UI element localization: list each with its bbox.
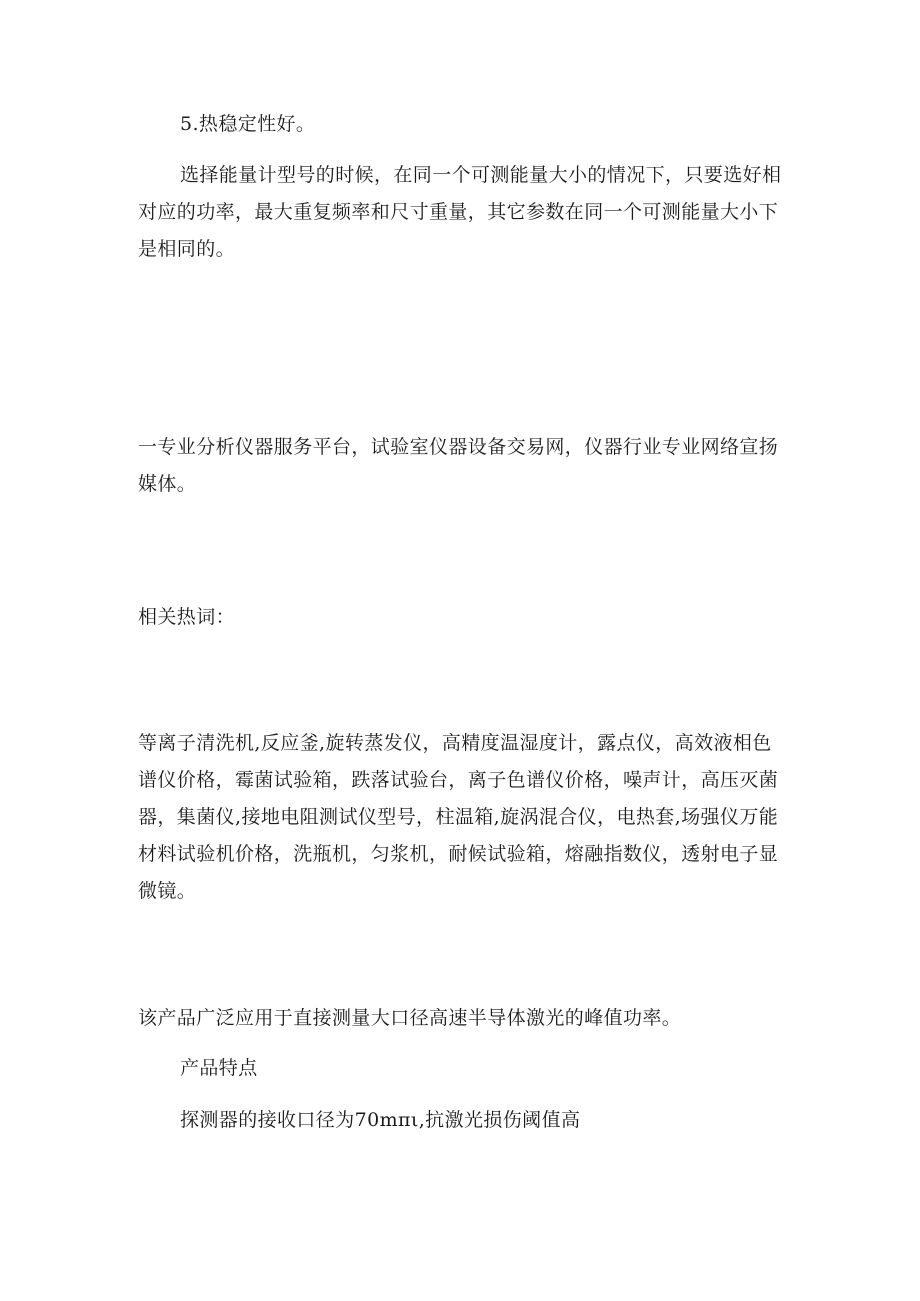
paragraph-product-features-heading: 产品特点 [180,1057,258,1079]
paragraph-product-application: 该产品广泛应用于直接测量大口径高速半导体激光的峰值功率。 [138,1007,682,1029]
paragraph-model-selection: 选择能量计型号的时候，在同一个可测能量大小的情况下，只要选好相对应的功率，最大重复频率和尺寸重量，其它参数在同一个可测能量大小下是相同的。 [138,164,782,260]
paragraph-platform-intro: 一专业分析仪器服务平台，试验室仪器设备交易网，仪器行业专业网络宣扬媒体。 [138,436,779,495]
paragraph-related-keywords-label: 相关热词： [138,606,236,628]
paragraph-related-keywords: 等离子清洗机,反应釜,旋转蒸发仪，高精度温湿度计，露点仪，高效液相色谱仪价格，霉菌试验箱，跌落试验台，离子色谱仪价格，噪声计，高压灭菌器，集菌仪,接地电阻测试仪型号，柱温箱,旋涡混合仪，电热套,场强仪万能材料试验机价格，洗瓶机，匀浆机，耐候试验箱，熔融指数仪，透射电子显微镜。 [138,732,779,902]
paragraph-thermal-stability: 5.热稳定性好。 [180,113,316,135]
paragraph-detector-aperture: 探测器的接收口径为70mπι,抗激光损伤阈值高 [180,1109,581,1131]
